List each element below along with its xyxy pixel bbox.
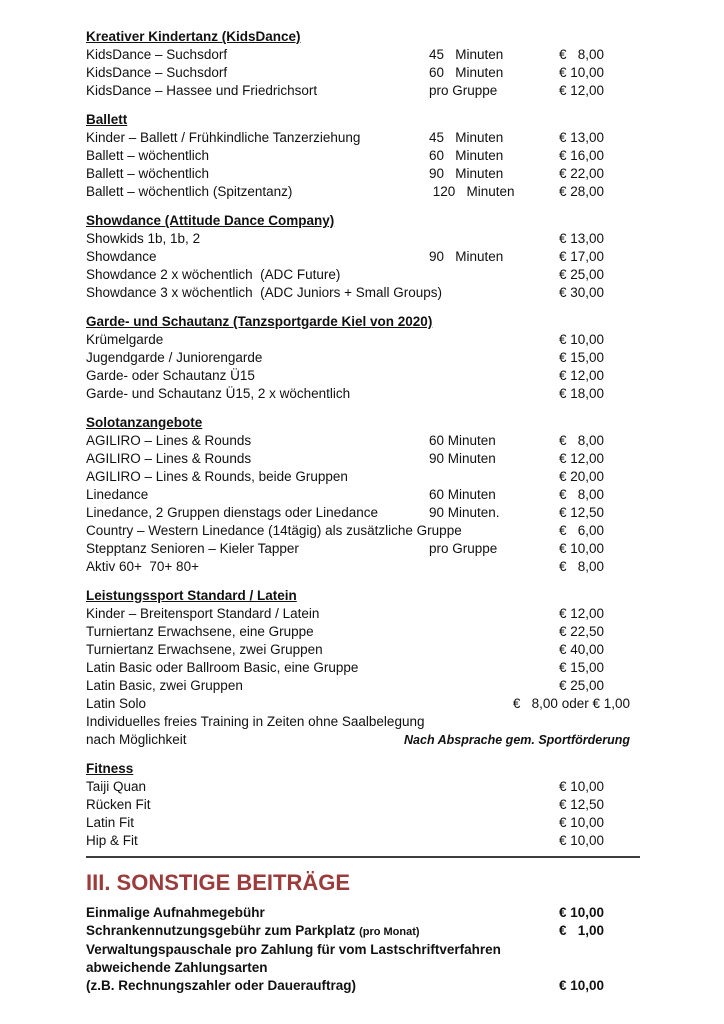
item-label: Schrankennutzungsgebühr zum Parkplatz (pro Monat) xyxy=(86,923,420,938)
sonstige-rows-container xyxy=(86,904,604,995)
item-label: AGILIRO – Lines & Rounds, beide Gruppen xyxy=(86,469,348,484)
item-duration: 90 Minuten xyxy=(429,166,504,181)
price-row xyxy=(86,147,604,165)
price-row xyxy=(86,129,604,147)
item-duration: 45 Minuten xyxy=(429,130,504,145)
price-section xyxy=(86,28,604,100)
price-row xyxy=(86,778,604,796)
price-row xyxy=(86,349,604,367)
price-row xyxy=(86,504,604,522)
item-label: Turniertanz Erwachsene, zwei Gruppen xyxy=(86,642,323,657)
price-row xyxy=(86,623,604,641)
item-label: Turniertanz Erwachsene, eine Gruppe xyxy=(86,624,314,639)
item-price: € 12,00 xyxy=(558,606,604,621)
item-price: € 8,00 xyxy=(558,47,604,62)
item-price: € 13,00 xyxy=(558,231,604,246)
price-row xyxy=(86,522,604,540)
item-price: € 40,00 xyxy=(558,642,604,657)
price-row xyxy=(86,450,604,468)
price-row xyxy=(86,695,630,713)
item-label: Linedance, 2 Gruppen dienstags oder Linedance xyxy=(86,505,378,520)
item-price: € 13,00 xyxy=(558,130,604,145)
price-row xyxy=(86,46,604,64)
price-section xyxy=(86,212,604,302)
price-row xyxy=(86,230,604,248)
price-row xyxy=(86,922,604,941)
item-label: Latin Solo xyxy=(86,696,147,711)
section-heading: Kreativer Kindertanz (KidsDance) xyxy=(86,29,301,44)
item-label: Stepptanz Senioren – Kieler Tapper xyxy=(86,541,299,556)
item-label: Kinder – Breitensport Standard / Latein xyxy=(86,606,320,621)
item-label: KidsDance – Suchsdorf xyxy=(86,47,228,62)
sonstige-heading: III. SONSTIGE BEITRÄGE xyxy=(86,870,351,895)
price-row xyxy=(86,977,604,995)
price-row xyxy=(86,796,604,814)
item-label: Krümelgarde xyxy=(86,332,164,347)
item-label: Linedance xyxy=(86,487,149,502)
item-price: € 1,00 xyxy=(558,923,604,938)
section-heading: Showdance (Attitude Dance Company) xyxy=(86,213,335,228)
price-row xyxy=(86,959,604,977)
section-heading: Garde- und Schautanz (Tanzsportgarde Kiel von 2020) xyxy=(86,314,433,329)
item-duration: 60 Minuten xyxy=(429,433,496,448)
price-row xyxy=(86,432,604,450)
item-label: Latin Basic, zwei Gruppen xyxy=(86,678,243,693)
price-section xyxy=(86,313,604,403)
price-row xyxy=(86,641,604,659)
item-label: Einmalige Aufnahmegebühr xyxy=(86,905,265,920)
item-label: Hip & Fit xyxy=(86,833,138,848)
item-label: Latin Fit xyxy=(86,815,135,830)
item-duration: 90 Minuten xyxy=(429,451,496,466)
item-price: € 15,00 xyxy=(558,350,604,365)
price-row xyxy=(86,183,604,201)
item-price: € 8,00 xyxy=(558,433,604,448)
price-row xyxy=(86,64,604,82)
item-label: Jugendgarde / Juniorengarde xyxy=(86,350,263,365)
price-row xyxy=(86,941,604,959)
item-price: € 8,00 xyxy=(558,559,604,574)
section-heading: Ballett xyxy=(86,112,128,127)
item-label: Showdance 3 x wöchentlich (ADC Juniors + Small Groups) xyxy=(86,285,443,300)
item-label: AGILIRO – Lines & Rounds xyxy=(86,433,252,448)
price-row xyxy=(86,540,604,558)
section-heading: Solotanzangebote xyxy=(86,415,203,430)
price-row xyxy=(86,331,604,349)
item-price: € 10,00 xyxy=(558,978,604,993)
item-label: (z.B. Rechnungszahler oder Dauerauftrag) xyxy=(86,978,357,993)
price-row xyxy=(86,731,630,749)
item-label: Garde- und Schautanz Ü15, 2 x wöchentlich xyxy=(86,386,351,401)
item-label: Country – Western Linedance (14tägig) als zusätzliche Gruppe xyxy=(86,523,462,538)
item-price: € 22,50 xyxy=(558,624,604,639)
sonstige-section xyxy=(86,870,640,995)
item-price: € 8,00 oder € 1,00 xyxy=(512,696,630,711)
section-heading: Leistungssport Standard / Latein xyxy=(86,588,297,603)
section-heading: Fitness xyxy=(86,761,134,776)
item-label: Taiji Quan xyxy=(86,779,147,794)
price-row xyxy=(86,248,604,266)
item-duration: 60 Minuten xyxy=(429,65,504,80)
item-label: Kinder – Ballett / Frühkindliche Tanzerziehung xyxy=(86,130,361,145)
price-section xyxy=(86,111,604,201)
item-price: € 25,00 xyxy=(558,267,604,282)
price-row xyxy=(86,367,604,385)
item-note: Nach Absprache gem. Sportförderung xyxy=(404,733,630,747)
item-duration: 45 Minuten xyxy=(429,47,504,62)
price-row xyxy=(86,284,604,302)
item-duration: pro Gruppe xyxy=(429,541,498,556)
item-price: € 10,00 xyxy=(558,65,604,80)
price-row xyxy=(86,558,604,576)
item-label: Individuelles freies Training in Zeiten ohne Saalbelegung xyxy=(86,714,425,729)
item-label: Garde- oder Schautanz Ü15 xyxy=(86,368,255,383)
item-price: € 25,00 xyxy=(558,678,604,693)
item-duration: 60 Minuten xyxy=(429,148,504,163)
price-row xyxy=(86,677,604,695)
item-label: KidsDance – Hassee und Friedrichsort xyxy=(86,83,318,98)
price-row xyxy=(86,486,604,504)
item-price: € 10,00 xyxy=(558,815,604,830)
item-price: € 10,00 xyxy=(558,332,604,347)
item-price: € 10,00 xyxy=(558,779,604,794)
item-duration: 120 Minuten xyxy=(429,184,515,199)
item-duration: 60 Minuten xyxy=(429,487,496,502)
price-row xyxy=(86,832,604,850)
item-label: Aktiv 60+ 70+ 80+ xyxy=(86,559,199,574)
item-price: € 12,00 xyxy=(558,451,604,466)
item-duration: 90 Minuten. xyxy=(429,505,500,520)
item-label: Ballett – wöchentlich xyxy=(86,166,210,181)
item-price: € 28,00 xyxy=(558,184,604,199)
price-row xyxy=(86,713,604,731)
item-price: € 8,00 xyxy=(558,487,604,502)
price-row xyxy=(86,266,604,284)
price-row xyxy=(86,385,604,403)
item-price: € 12,00 xyxy=(558,83,604,98)
price-row xyxy=(86,468,604,486)
price-section xyxy=(86,760,604,850)
price-row xyxy=(86,814,604,832)
item-price: € 10,00 xyxy=(558,905,604,920)
price-row xyxy=(86,82,604,100)
item-label: Showdance 2 x wöchentlich (ADC Future) xyxy=(86,267,341,282)
price-row xyxy=(86,165,604,183)
item-label: Showdance xyxy=(86,249,157,264)
item-label: Ballett – wöchentlich (Spitzentanz) xyxy=(86,184,293,199)
item-price: € 17,00 xyxy=(558,249,604,264)
item-price: € 12,50 xyxy=(558,797,604,812)
price-row xyxy=(86,659,604,677)
price-section xyxy=(86,414,604,576)
item-duration: 90 Minuten xyxy=(429,249,504,264)
item-label: Latin Basic oder Ballroom Basic, eine Gruppe xyxy=(86,660,359,675)
price-row xyxy=(86,605,604,623)
price-row xyxy=(86,904,604,922)
item-price: € 10,00 xyxy=(558,833,604,848)
item-price: € 15,00 xyxy=(558,660,604,675)
item-price: € 22,00 xyxy=(558,166,604,181)
item-price: € 18,00 xyxy=(558,386,604,401)
item-price: € 30,00 xyxy=(558,285,604,300)
item-label: Showkids 1b, 1b, 2 xyxy=(86,231,201,246)
item-label: AGILIRO – Lines & Rounds xyxy=(86,451,252,466)
item-price: € 12,00 xyxy=(558,368,604,383)
item-label: KidsDance – Suchsdorf xyxy=(86,65,228,80)
item-label: Ballett – wöchentlich xyxy=(86,148,210,163)
item-label: Rücken Fit xyxy=(86,797,151,812)
item-price: € 6,00 xyxy=(558,523,604,538)
item-label: nach Möglichkeit xyxy=(86,732,187,747)
item-label: abweichende Zahlungsarten xyxy=(86,960,268,975)
section-divider xyxy=(86,856,640,858)
item-price: € 16,00 xyxy=(558,148,604,163)
item-price: € 12,50 xyxy=(558,505,604,520)
item-price: € 20,00 xyxy=(558,469,604,484)
sections-container xyxy=(86,28,630,850)
item-duration: pro Gruppe xyxy=(429,83,498,98)
item-label: Verwaltungspauschale pro Zahlung für vom Lastschriftverfahren xyxy=(86,942,501,957)
item-label-small: (pro Monat) xyxy=(359,926,420,938)
price-section xyxy=(86,587,630,749)
item-price: € 10,00 xyxy=(558,541,604,556)
